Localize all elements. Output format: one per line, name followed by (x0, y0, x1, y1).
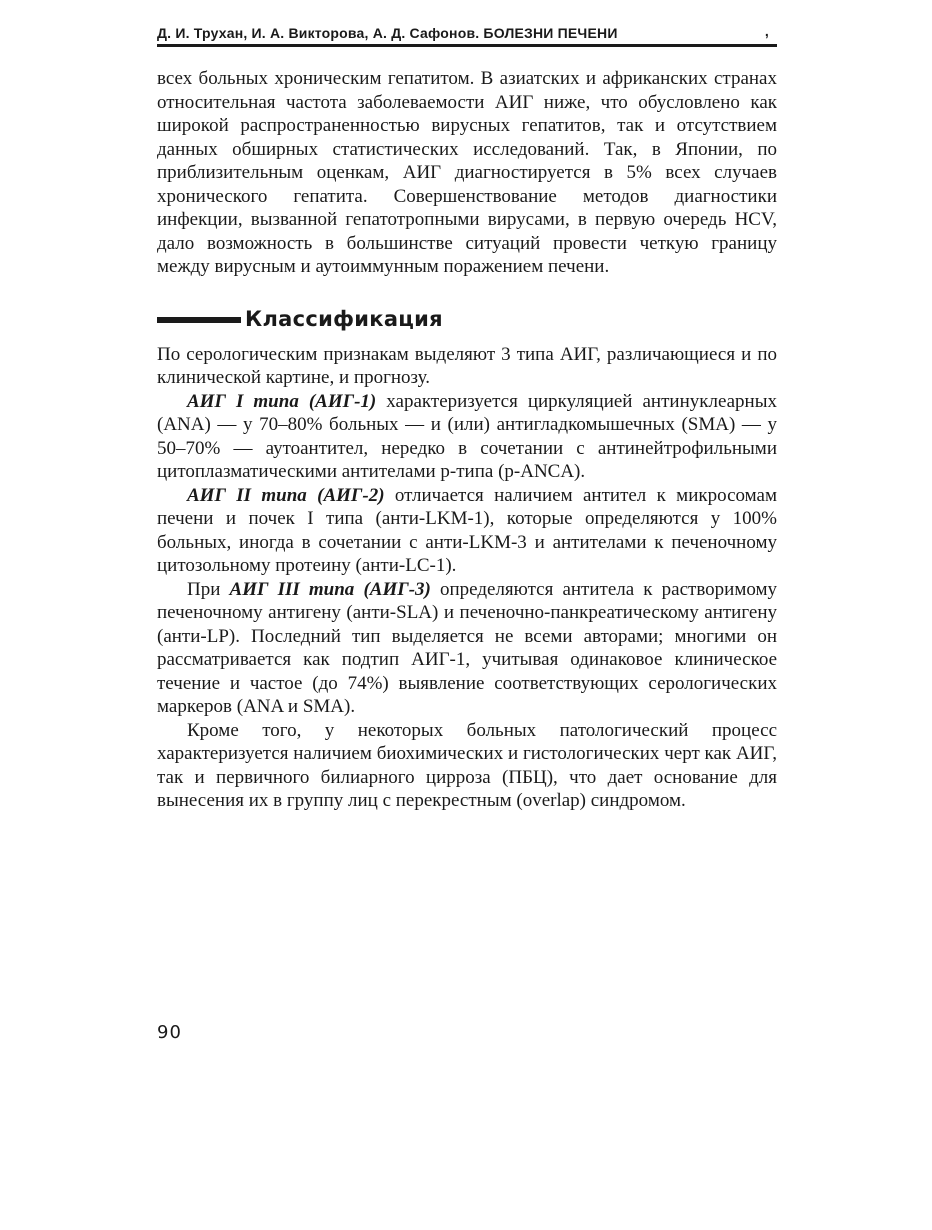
type2-paragraph (157, 484, 777, 578)
type3-paragraph (157, 578, 777, 719)
header-mark: , (764, 23, 769, 39)
intro-paragraph: всех больных хроническим гепатитом. В азиатских и африканских странах относительная частота заболеваемости АИГ ниже, что обусловлено как широкой распространенностью вирусных гепатитов, так и отсутствием данных обширных статистических исследований. Так, в Японии, по приблизительным оценкам, АИГ диагностируется в 5% всех случаев хронического гепатита. Совершенствование методов диагностики инфекции, вызванной гепатотропными вирусами, в первую очередь HCV, дало возможность в большинстве ситуаций провести четкую границу между вирусным и аутоиммунным поражением печени. (157, 68, 777, 277)
page-number: 90 (157, 1022, 182, 1043)
book-page (157, 22, 777, 813)
type1-text: характеризуется циркуляцией антинуклеарных (ANA) — у 70–80% больных — и (или) антигладкомышечных (SMA) — у 50–70% — аутоантител, нередко в сочетании с антинейтрофильными цитоплазматическими антителами р-типа (p-ANCA). (157, 390, 777, 482)
type2-term: АИГ II типа (АИГ-2) (187, 484, 385, 506)
section-title: Классификация (245, 306, 443, 331)
page-body (157, 67, 777, 813)
running-title: Д. И. Трухан, И. А. Викторова, А. Д. Сафонов. БОЛЕЗНИ ПЕЧЕНИ (157, 25, 618, 41)
type3-prefix: При (187, 578, 230, 600)
type2-text: отличается наличием антител к микросомам печени и почек I типа (анти-LKM-1), которые определяются у 100% больных, иногда в сочетании с анти-LKM-3 и антителами к печеночному цитозольному протеину (анти-LC-1). (157, 484, 778, 576)
classification-lead-paragraph: По серологическим признакам выделяют 3 типа АИГ, различающиеся и по клинической картине, и прогнозу. (157, 343, 777, 388)
heading-rule (157, 317, 241, 323)
section-heading (157, 305, 777, 335)
type1-term: АИГ I типа (АИГ-1) (187, 390, 377, 412)
type3-term: АИГ III типа (АИГ-3) (229, 578, 431, 600)
overlap-paragraph: Кроме того, у некоторых больных патологический процесс характеризуется наличием биохимических и гистологических черт как АИГ, так и первичного билиарного цирроза (ПБЦ), что дает основание для вынесения их в группу лиц с перекрестным (overlap) синдромом. (157, 719, 777, 811)
running-header (157, 22, 777, 47)
type3-text: определяются антитела к растворимому печеночному антигену (анти-SLA) и печеночно-панкреатическому антигену (анти-LP). Последний тип выделяется не всеми авторами; многими он рассматривается как подтип АИГ-1, учитывая одинаковое клиническое течение и частое (до 74%) выявление соответствующих серологических маркеров (ANA и SMA). (157, 578, 778, 717)
type1-paragraph (157, 390, 777, 484)
